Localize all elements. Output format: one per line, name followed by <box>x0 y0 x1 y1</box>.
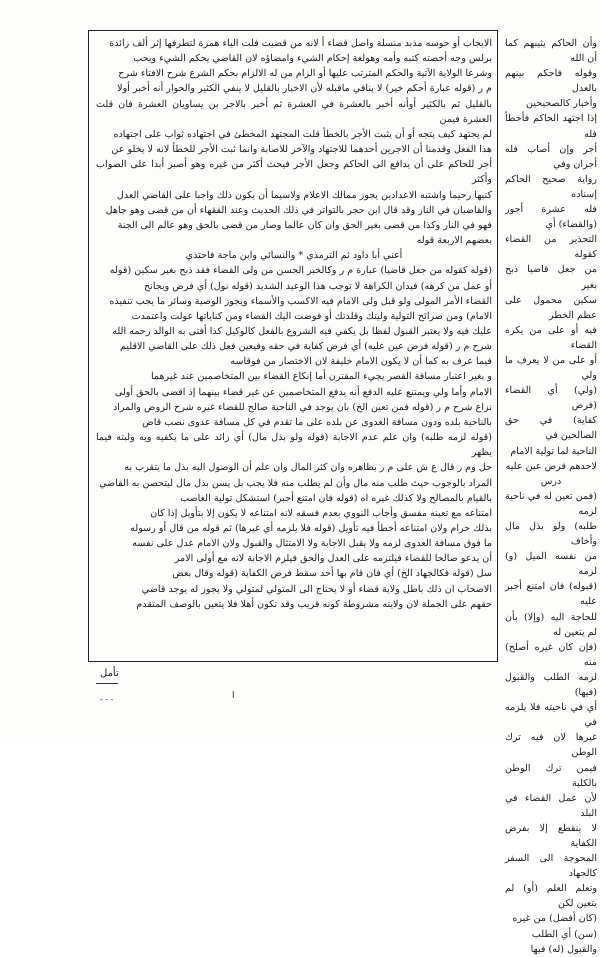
side-text-column <box>505 36 597 955</box>
side-text-line: درس <box>540 475 562 487</box>
side-text-line: طلبه) ولو بذل مال وأخاف <box>505 521 597 548</box>
side-text-line: لا ينقطع إلا بفرض الكفاية <box>505 822 597 849</box>
catchword: تأمل <box>100 668 119 679</box>
side-text-line: وقوله فاحكم بينهم بالعدل <box>505 68 597 95</box>
main-text-line: بالناحية بلده ودون مسافة العدوى عن بلده على ما تقدم في كل مسافة عدوى نصب قاض <box>142 416 492 428</box>
main-text-line: بالقليل ثم بالكثير أوأنه أخبر بالعشرة في العشرة ثم أخبر بالاجر بن يساويان العشرة فان قلت العشرة فيمن <box>96 98 492 125</box>
side-text-line: أي في ناحيته فلا يلزمه في <box>505 702 597 729</box>
side-text-line: أو على من لا يعرف ما ولي <box>505 354 597 382</box>
side-text-line: من نفسه الميل (و) لزمه <box>505 551 597 578</box>
side-text-line: (فمن تعين له في ناحية لزمه <box>505 490 597 517</box>
side-text-line: وأخبار كالصحيحين <box>526 98 597 110</box>
side-text-line: لزمه الطلب والقبول (فيها) <box>505 671 597 699</box>
main-text-line: (قوله كقوله من جعل قاضيا) عبارة م ر وكالخبر الحسن من ولى القضاء فقد ذبح بغير سكين (قوله <box>109 265 492 277</box>
main-text-line: نزاع شرح م ر (قوله فمن تعين الخ) بان يوجد في الناحية صالح للقضاء غيره شرح الروض والمراد <box>112 401 492 413</box>
side-text-line: فيه أو على من يكره القضاء <box>505 324 597 351</box>
main-text-line: لم يجتهد كيف يتجه أو أن يثبت الأجر بالخطأ قلت المجتهد المخطئ في اجتهاده ثواب على اجتهاده <box>113 128 492 140</box>
side-text-line: إذا اجتهد الحاكم فأخطأ فله <box>505 113 597 140</box>
main-text-line: أجر للحاكم على أن يدافع الى الحاكم وجعل الأجر فيحث أكثر من غيره وهو أصبر أبدا على الصواب وأكثر <box>96 159 492 186</box>
main-text-line: وشرعا الولاية الآتية والحكم المترتب عليها أو الزام من له الالزام بحكم الشرع شرح الافتاء شرح <box>118 68 492 80</box>
side-text-line: وأن الحاكم يثيبهم كما أن الله <box>505 38 597 65</box>
verse-line: أعني أبا داود ثم الترمذي * والنسائي وابن ماجة فاحتذي <box>185 250 403 262</box>
main-text-line: أو عمل من كرهه) فيدان الكراهة لا توجب هذا الوعيد الشديد (قوله نول) أي فرض وبجانح <box>143 280 492 292</box>
footer-rule <box>96 683 118 684</box>
side-text-line: وتعلم العلم (أو) لم يتعين لكن <box>505 883 597 910</box>
main-text-line: الامام وأما ولي ويمتنع عليه الدفع أنه يدفع المتخاصمين عن غير قضاء بينهما إذ اقضى بالحق أولى <box>114 386 492 398</box>
main-text-line: ما فوق مسافة العدوى لزمه ولا يقبل الاجابة ولا الامتثال والقبول ولان الامام عدل على نفسه <box>132 538 492 550</box>
main-text-line: شرح م ر (قوله فرض عين عليه) أي فرض كفاية في حقه وفيعين فعل ذلك على القاضي الاقليم <box>120 341 492 353</box>
side-text-line: غيرها لان فيه ترك الوطن <box>505 732 597 759</box>
main-text-column <box>96 36 492 658</box>
side-text-line: التحذير من القضاء كقوله <box>505 234 597 261</box>
side-text-line: من جعل قاضيا ذبح بغير <box>505 264 597 291</box>
side-text-line: الناحية لما تولية الامام <box>510 445 597 457</box>
side-text-line: سكين محمول على عظم الخطر <box>505 294 597 321</box>
main-text-line: المراد بالوجوب حيث طلب منه مال وأن لم يطلب منه فلا يجب بل يسن بذل مال ليتحصن به القاضي <box>99 477 492 489</box>
footer-dash: - - - <box>100 695 114 704</box>
side-text-line: المحوجة الى السفر كالجهاد <box>505 853 597 880</box>
main-text-line: الايجاب أو حوسه مذبد منسلة واصل قضاء أ لانه من قضيت فلت الياء همزة لتطرفها إثر ألف زائدة <box>109 38 492 49</box>
main-text-line: بعضهم الاربعة قوله <box>416 235 492 247</box>
main-text-line: هذا الفعل وقدمنا أن الاجرين أحدهما للاجتهاد والآخر للاصابة وانما ثبت الأجر للخطأ لانه لا يخلو عن <box>111 144 492 156</box>
side-text-line: لاحدهم فرض عين عليه <box>505 460 597 472</box>
side-text-line: (فإن كان غيره أصلح) منه <box>505 641 597 668</box>
main-text-line: (قوله لزمه طلبه) وان علم عدم الاجابة (قوله ولو بذل مال) أي زائد على ما يكفيه ويه ولبته فيما يظهر <box>96 432 492 459</box>
main-text-line: أن يدعو صالحا للقضاء فيلتزمه على العدل والحق فيلزم الاجابة لانه مع أولى الامر <box>174 553 492 565</box>
main-text-line: والقاضيان في النار وقد قال ابن حجر بالتواتر في ذلك الحديث وعند الفقهاء أن من قضى وهو جاهل <box>105 204 492 216</box>
main-text-line: بالقيام بالمصالح ولا كذلك غيره اه (قوله فان امتنع أجبر) استشكل تولية الغاصب <box>180 492 492 504</box>
main-text-line: م ر (قوله عبارة أحكم خير) لا ينافي ماقبله لأن الاخبار بالقليل لا ينفي الكثير والحوار أنه أخبر أولا <box>117 83 492 95</box>
side-text-line: كفاية) في حق الصالحين في <box>505 415 597 442</box>
side-text-line: (كان أفضل) من غيره <box>512 913 597 925</box>
side-text-line: للحاجة اليه (وإلا) بأن لم يتعين له <box>505 611 597 638</box>
side-text-line: والقبول (له) فيها <box>530 943 597 955</box>
main-text-line: الاصحاب ان ذلك باطل ولاية قضاء أو لا يحتاج الى المتولي لمتولي ولا يجوز له يوجد قاضي <box>141 583 492 595</box>
main-text-line: امتناعه مع تعينه مفسق وأجاب النووي بعدم فسقه لانه امتناعه لا يكون إلا بتأويل إذا كان <box>150 507 492 519</box>
main-text-line: و بغير اعتبار مسافة القصر يجيء المقترن أما إنكاع القضاء بين المتخاصمين عند غيرهما <box>151 371 492 383</box>
main-text-line: حل وم ر قال ع ش على م ر بظاهره وان كثر المال وان علم أن الوصول اليه بذل ما يتقرب به <box>124 462 492 474</box>
main-text-line: الامام) ومن صرائح التولية وليتك وقلدتك أو فوضت اليك القضاء ومن كناياتها عولت واعتمدت <box>131 310 492 322</box>
main-text-line: برلس وجه أخصته كتبه وأمه وهولغة إحكام الشيء وامضاؤه لان القاضي يحكم الشيء ويحب <box>133 53 492 65</box>
side-text-line: فيمن ترك الوطن بالكلية <box>505 762 597 789</box>
side-text-line: أجر وإن أصاب فله أجران وفي <box>505 143 597 170</box>
main-text-line: كتبها رحيما واشتبه الاعدادين يجوز ممالك الاعلام ولاسيما أن يكون ذلك واجبا على القاضي العدل <box>116 189 492 201</box>
side-text-line: (ولي) أي القضاء (فرض <box>505 385 597 412</box>
main-text-line: عليك فيه ولا يعتبر القبول لفظا بل يكفي فيه الشروع بالفعل كالوكيل كذا أفتى به الوالد رحمه الله <box>112 325 492 337</box>
side-text-line: لأن عمل القضاء في البلد <box>505 792 597 819</box>
page-mark: ا <box>232 691 235 701</box>
main-text-line: سل (قوله فكالجهاد الخ) أي فان قام بها أحد سقط فرض الكفاية (قوله وقال بعض <box>172 568 492 580</box>
main-text-line: فهو في النار وكذا من قضى بغير الحق وان كان عالما وصار من قضى بالحق وهو عالم الى الجنة <box>117 219 492 231</box>
main-text-line: القضاء الأمر المولى ولو قبل ولى الامام فيه الاكسب والأسماء ويجوز الوصية وسائر ما يجب تنفيذه <box>109 295 492 307</box>
main-text-line: بذلك حرام ولان امتناعه أخطأ فيه تأويل (قوله فلا يلزمه أي غيرها) ثم قوله من قال أو رسوله <box>130 523 492 534</box>
side-text-line: رواية صحيح الحاكم إسناده <box>505 173 597 200</box>
side-text-line: (سن) أي الطلب <box>531 928 597 940</box>
main-text-line: حقهم على الجملة لان ولايته مشروطة كونه قريب وقد تكون أهلا فلا يتعين بالوصف المتقدم <box>136 598 492 610</box>
side-text-line: (قبوله) فان امتنع أجبر عليه <box>505 581 597 608</box>
main-text-line: فيما عرف به كما أن لا يكون الامام خليفة لان الاختصار من فوقاسه <box>230 356 492 368</box>
side-text-line: فله عشرة أجور (والقضاء) أي <box>505 204 597 231</box>
